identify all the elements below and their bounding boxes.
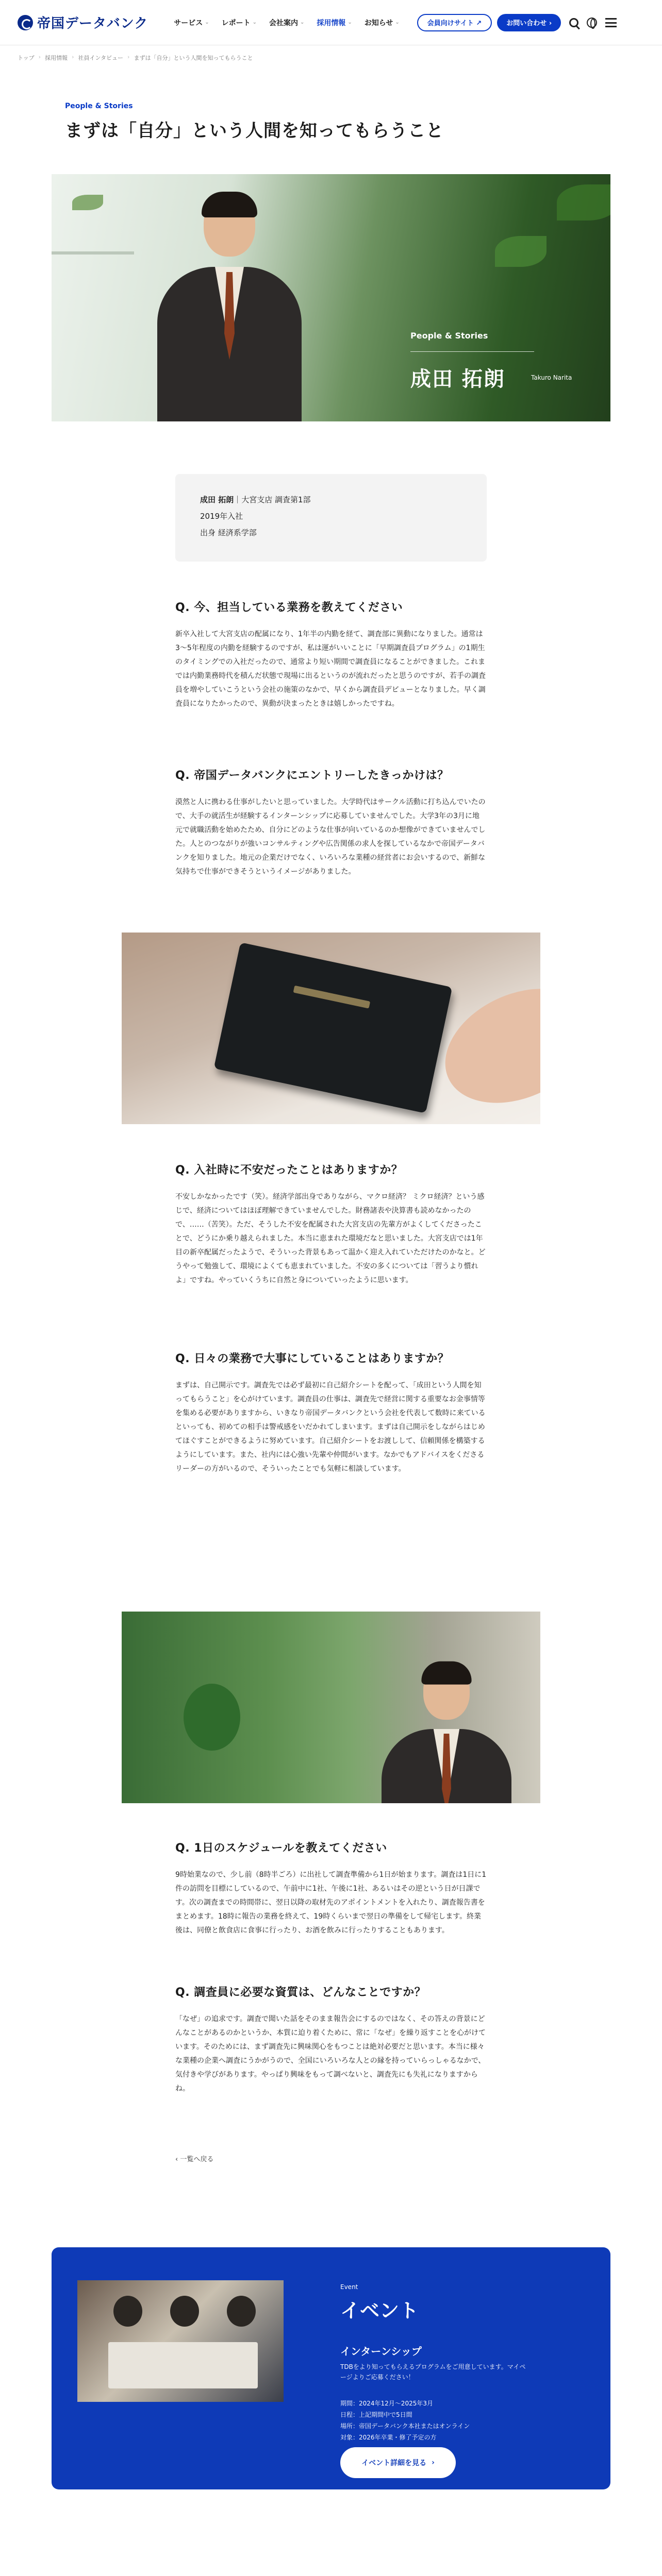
- event-description: TDBをより知ってもらえるプログラムをご用意しています。マイページよりご応募ください！: [340, 2363, 526, 2381]
- chevron-left-icon: ‹: [175, 2156, 180, 2163]
- contact-button[interactable]: お問い合わせ ›: [497, 14, 561, 31]
- site-header: [0, 0, 662, 45]
- nav-item-service[interactable]: サービス ⌄: [174, 19, 209, 27]
- event-meta: [340, 2398, 470, 2443]
- company-logo[interactable]: [18, 13, 148, 32]
- page-title: まずは「自分」という人間を知ってもらうこと: [65, 121, 444, 141]
- event-period: 期間：2024年12月〜2025年3月: [340, 2400, 433, 2407]
- photo-hair: [421, 1662, 471, 1685]
- hero-leaf: [495, 236, 547, 267]
- profile-box: [175, 474, 487, 562]
- member-site-button[interactable]: 会員向けサイト ↗: [417, 14, 492, 31]
- chevron-down-icon: ⌄: [395, 20, 400, 25]
- event-label: Event: [340, 2283, 358, 2291]
- hero-leaf: [557, 184, 610, 221]
- chevron-down-icon: ⌄: [347, 20, 352, 25]
- breadcrumb-current: まずは「自分」という人間を知ってもらうこと: [134, 55, 253, 61]
- event-image-person: [113, 2296, 142, 2327]
- question-heading: Q. 1日のスケジュールを教えてください: [175, 1842, 387, 1855]
- interviewee-photo: [157, 195, 302, 421]
- breadcrumb-home[interactable]: トップ: [18, 55, 35, 61]
- answer-text: 新卒入社して大宮支店の配属になり、1年半の内勤を経て、調査部に異動になりました。通常は3〜5年程度の内勤を経験するのですが、私は運がいいことに「早期調査員プログラム」の1期生のタイミングでの入社だったので、通常より短い期間で調査員になることができました。これまでは内勤業務時代を積んだ状態で現場に出るというのが流れだったと思うのですが、若手の調査員を増やしていこうという会社の施策のなかで、早くから調査員デビューとなりました。早く調査員になりたかったので、異動が決まったときは嬉しかったですね。: [175, 630, 486, 708]
- event-image-table: [108, 2342, 258, 2388]
- search-icon[interactable]: [569, 18, 578, 27]
- breadcrumb-separator: ›: [127, 54, 130, 60]
- hero-shelf: [52, 251, 134, 255]
- breadcrumb-interview[interactable]: 社員インタビュー: [78, 55, 124, 61]
- hamburger-menu-icon[interactable]: [605, 18, 617, 27]
- profile-dept: ｜大宮支店 調査第1部: [234, 495, 311, 504]
- breadcrumb-recruit[interactable]: 採用情報: [45, 55, 68, 61]
- globe-icon[interactable]: [587, 18, 597, 28]
- question-heading: Q. 日々の業務で大事にしていることはありますか？: [175, 1352, 450, 1365]
- event-detail-button[interactable]: イベント詳細を見る ›: [340, 2447, 456, 2478]
- hero-divider: [410, 351, 534, 352]
- chevron-down-icon: ⌄: [252, 20, 257, 25]
- event-schedule: 日程：上記期間中で5日間: [340, 2411, 412, 2418]
- event-image-person: [227, 2296, 256, 2327]
- answer-text: 漠然と人に携わる仕事がしたいと思っていました。大学時代はサークル活動に打ち込んでいたので、大手の就活生が経験するインターンシップに応募していませんでした。大学3年の3月に地元で就職活動を始めたため、自分にどのような仕事が向いているのか想像ができていませんでした。人とのつながりが強いコンサルティングや広告関係の求人を探しているなかで帝国データバンクを知りました。地元の企業だけでなく、いろいろな業種の経営者にお会いするので、新鮮な気持ちで仕事ができそうというイメージがありました。: [175, 798, 486, 876]
- nav-item-report[interactable]: レポート ⌄: [221, 19, 257, 27]
- answer-text: まずは、自己開示です。調査先では必ず最初に自己紹介シートを配って、「成田という人間を知ってもらうこと」を心がけています。調査員の仕事は、調査先で経営に関する重要なお金事情等を集める必要がありますから、いきなり帝国データバンクという会社を代表して数時に来ているといっても、初めての相手は警戒感をいだかれてしまいます。まずは自己開示をしながらはじめてほぐすことができるように努めています。自己紹介シートをお渡しして、信頼関係を構築するようにしています。また、社内には心強い先輩や仲間がいます。なかでもアドバイスをくださるリーダーの方がいるので、そういったことでも気軽に相談しています。: [175, 1381, 486, 1473]
- chevron-right-icon: ›: [432, 2459, 435, 2467]
- hero-image: [52, 174, 610, 421]
- question-heading: Q. 調査員に必要な資質は、どんなことですか？: [175, 1986, 426, 1999]
- answer-text: 「なぜ」の追求です。調査で聞いた話をそのまま報告会にするのではなく、その答えの背景にどんなことがあるのかというか、本質に迫り着くために、常に「なぜ」を繰り返すことを心がけています。そのためには、まず調査先に興味関心をもつことは絶対必要だと思います。本当に様々な業種の企業へ調査にうかがうので、全国にいろいろな人との縁を持っていらっしゃるなかで、気付きや学びがあります。やっぱり興味をもって調べないと、調査先にも失礼になりますからね。: [175, 2015, 486, 2093]
- photo-plant: [184, 1684, 240, 1751]
- question-heading: Q. 今、担当している業務を教えてください: [175, 601, 403, 614]
- photo-book: [214, 942, 453, 1113]
- breadcrumb-separator: ›: [38, 54, 41, 60]
- answer-text: 9時始業なので、少し前（8時半ごろ）に出社して調査準備から1日が始まります。調査は1日に1件の訪問を目標にしているので、午前中に1社、午後に1社、あるいはその逆という日が日課です。次の調査までの時間帯に、翌日以降の取材先のアポイントメントを入れたり、調査報告書をまとめます。18時に報告の業務を終えて、19時くらいまで翌日の準備をして帰宅します。終業後は、同僚と飲食店に食事に行ったり、お酒を飲みに行ったりすることもあります。: [175, 1871, 487, 1935]
- profile-background: 出身 経済系学部: [200, 528, 257, 537]
- nav-item-recruit[interactable]: 採用情報 ⌄: [317, 19, 352, 27]
- event-image-person: [170, 2296, 199, 2327]
- hero-leaf: [72, 195, 103, 210]
- chevron-down-icon: ⌄: [300, 20, 305, 25]
- profile-name: 成田 拓朗: [200, 495, 234, 504]
- global-nav: [174, 14, 400, 31]
- article-tag: People & Stories: [65, 102, 133, 110]
- answer-text: 不安しかなかったです（笑）。経済学部出身でありながら、マクロ経済？ ミクロ経済？という感じで、経済についてはほぼ理解できていませんでした。財務諸表や決算書も読めなかったので、……（苦笑）。ただ、そうした不安を配属された大宮支店の先輩方がよくしてくださったことで、どうにか乗り越えられました。本当に恵まれた環境だなと思いました。大宮支店では1年目の新卒配属だったようで、そういった背景もあって温かく迎え入れていただけたのかなと。どうやって勉強して、環境によくても恵まれていました。不安の多くについては「習うより慣れよ」ですね。やっていくうちに自然と身についていったように思います。: [175, 1193, 486, 1284]
- logo-text: 帝国データバンク: [37, 16, 148, 31]
- breadcrumb: [18, 54, 253, 62]
- profile-join-year: 2019年入社: [200, 512, 243, 521]
- back-to-list-link[interactable]: ‹ 一覧へ戻る: [175, 2156, 214, 2163]
- breadcrumb-separator: ›: [72, 54, 74, 60]
- profile-line-1: [200, 492, 462, 508]
- event-title: イベント: [340, 2299, 419, 2322]
- photo-hair: [202, 192, 257, 217]
- question-heading: Q. 入社時に不安だったことはありますか？: [175, 1164, 403, 1177]
- hero-tag: People & Stories: [410, 331, 488, 341]
- hero-name-en: Takuro Narita: [531, 374, 572, 381]
- interviewee-photo: [382, 1664, 511, 1803]
- logo-mark-icon: [18, 15, 33, 30]
- hero-name: 成田 拓朗: [410, 367, 505, 391]
- chevron-down-icon: ⌄: [205, 20, 209, 25]
- event-card: [52, 2247, 610, 2489]
- nav-item-news[interactable]: お知らせ ⌄: [364, 19, 400, 27]
- question-heading: Q. 帝国データバンクにエントリーしたきっかけは？: [175, 769, 449, 782]
- event-subtitle: インターンシップ: [340, 2345, 422, 2358]
- nav-item-company[interactable]: 会社案内 ⌄: [269, 19, 305, 27]
- event-image: [77, 2280, 284, 2402]
- event-place: 場所：帝国データバンク本社またはオンライン: [340, 2422, 470, 2430]
- event-target: 対象：2026年卒業・修了予定の方: [340, 2434, 437, 2441]
- portrait-photo: [122, 1612, 540, 1803]
- bible-photo: [122, 933, 540, 1124]
